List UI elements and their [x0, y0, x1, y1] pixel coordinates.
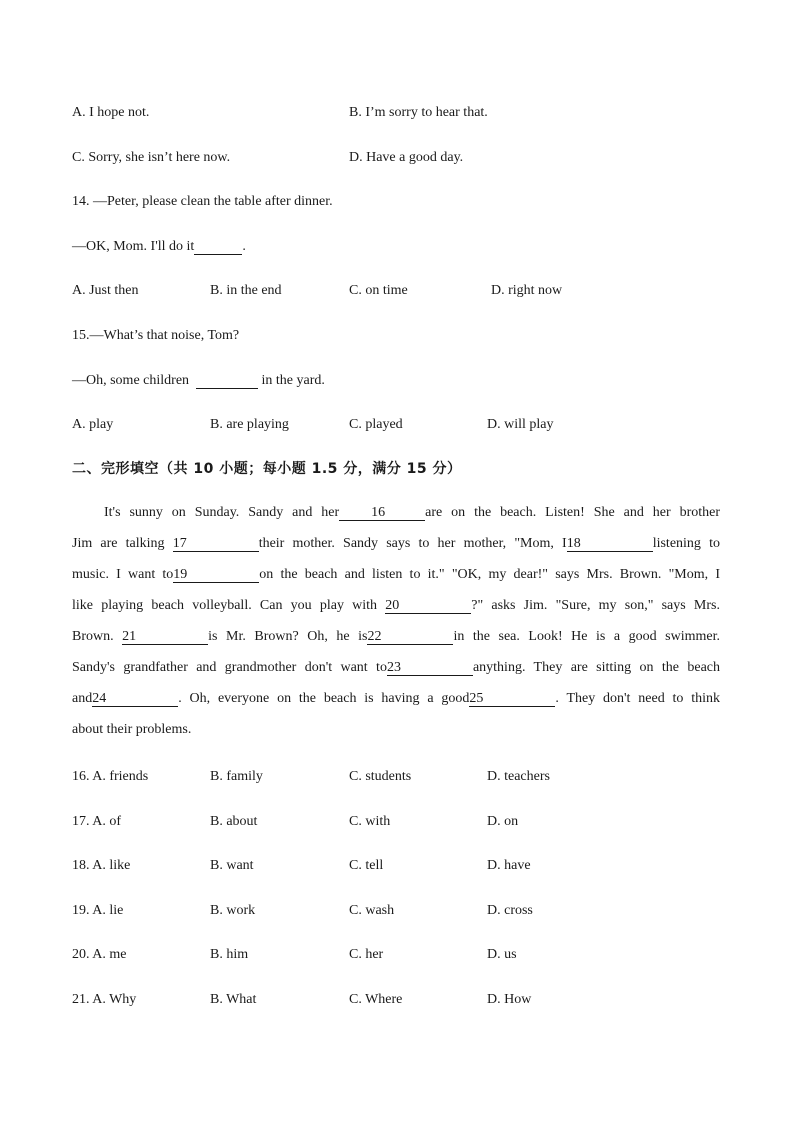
- passage-text: is Mr. Brown? Oh, he is: [208, 629, 368, 644]
- q13-option-d: D. Have a good day.: [349, 150, 464, 165]
- passage-text: about their problems.: [72, 722, 192, 737]
- q13-option-c: C. Sorry, she isn’t here now.: [72, 150, 231, 165]
- passage-line: [72, 683, 720, 714]
- cloze-blank: 22: [367, 629, 453, 645]
- q14-stem: 14. —Peter, please clean the table after dinner.: [72, 194, 333, 209]
- passage-line: [72, 528, 720, 559]
- cloze-q17-option-c: C. with: [349, 813, 391, 829]
- cloze-q19-option-d: D. cross: [487, 902, 533, 918]
- cloze-passage: [72, 497, 720, 745]
- passage-text: like playing beach volleyball. Can you play with: [72, 598, 386, 613]
- passage-text: music. I want to: [72, 567, 174, 582]
- passage-line: [72, 590, 720, 621]
- passage-text: are on the beach. Listen! She and her brother: [425, 505, 720, 520]
- passage-text: It's sunny on Sunday. Sandy and her: [104, 505, 340, 520]
- cloze-q21-option-a: 21. A. Why: [72, 992, 137, 1007]
- cloze-blank: 24: [92, 691, 178, 707]
- cloze-q21-option-d: D. How: [487, 992, 532, 1007]
- passage-line: [72, 497, 720, 528]
- q15-blank: [196, 373, 258, 389]
- passage-text: Brown.: [72, 629, 123, 644]
- passage-text: on the beach and listen to it." "OK, my dear!" says Mrs. Brown. "Mom, I: [259, 567, 720, 582]
- q15-option-a: A. play: [72, 417, 114, 432]
- cloze-q16-option-b: B. family: [210, 769, 263, 784]
- cloze-q17-option-a: 17. A. of: [72, 813, 121, 829]
- cloze-q16-option-d: D. teachers: [487, 769, 550, 784]
- cloze-q18-option-b: B. want: [210, 858, 254, 874]
- passage-text: . Oh, everyone on the beach is having a good: [178, 691, 470, 706]
- q14-reply-end: .: [242, 239, 246, 254]
- cloze-blank: 16: [339, 505, 425, 521]
- q14-option-d: D. right now: [491, 283, 563, 298]
- q15-option-c: C. played: [349, 417, 403, 432]
- cloze-q20-option-c: C. her: [349, 947, 384, 963]
- cloze-q20-option-b: B. him: [210, 947, 249, 963]
- passage-text: Sandy's grandfather and grandmother don't want to: [72, 660, 387, 675]
- cloze-q18-option-c: C. tell: [349, 858, 384, 874]
- cloze-blank: 25: [469, 691, 555, 707]
- q14-blank: [194, 239, 242, 255]
- passage-line: [72, 652, 720, 683]
- q14-reply-text: —OK, Mom. I'll do it: [72, 239, 195, 254]
- cloze-q16-option-c: C. students: [349, 769, 412, 784]
- passage-text: Jim are talking: [72, 536, 173, 551]
- q14-reply: [72, 238, 246, 256]
- cloze-q19-option-b: B. work: [210, 902, 256, 918]
- q13-option-b: B. I’m sorry to hear that.: [349, 105, 488, 120]
- cloze-blank: 19: [173, 567, 259, 583]
- passage-text: their mother. Sandy says to her mother, "Mom, I: [258, 536, 567, 551]
- q14-option-b: B. in the end: [210, 283, 282, 298]
- cloze-q21-option-c: C. Where: [349, 992, 403, 1007]
- cloze-q17-option-d: D. on: [487, 813, 519, 829]
- q15-reply: [72, 372, 325, 390]
- cloze-blank: 20: [385, 598, 471, 614]
- q13-option-a: A. I hope not.: [72, 105, 150, 120]
- q14-option-c: C. on time: [349, 283, 408, 298]
- cloze-q18-option-a: 18. A. like: [72, 858, 131, 874]
- passage-text: . They don't need to think: [555, 691, 720, 706]
- cloze-q20-option-d: D. us: [487, 947, 517, 963]
- passage-line: [72, 559, 720, 590]
- passage-text: and: [72, 691, 93, 706]
- cloze-q19-option-a: 19. A. lie: [72, 902, 124, 918]
- cloze-blank: 18: [567, 536, 653, 552]
- passage-text: anything. They are sitting on the beach: [472, 660, 720, 675]
- cloze-q21-option-b: B. What: [210, 992, 257, 1007]
- cloze-q18-option-d: D. have: [487, 858, 531, 874]
- q15-option-d: D. will play: [487, 417, 554, 432]
- q15-reply-end: in the yard.: [261, 373, 325, 388]
- q15-reply-text: —Oh, some children: [72, 373, 190, 388]
- q15-option-b: B. are playing: [210, 417, 289, 432]
- q15-stem: 15.—What’s that noise, Tom?: [72, 328, 240, 343]
- passage-line: [72, 714, 720, 745]
- passage-text: in the sea. Look! He is a good swimmer.: [453, 629, 720, 644]
- cloze-q20-option-a: 20. A. me: [72, 947, 127, 963]
- q14-option-a: A. Just then: [72, 283, 139, 298]
- passage-line: [72, 621, 720, 652]
- cloze-blank: 21: [122, 629, 208, 645]
- section-heading: 二、完形填空（共 10 小题；每小题 1.5 分，满分 15 分）: [72, 461, 462, 477]
- cloze-blank: 23: [387, 660, 473, 676]
- passage-text: listening to: [652, 536, 720, 551]
- cloze-q19-option-c: C. wash: [349, 902, 395, 918]
- cloze-q16-option-a: 16. A. friends: [72, 769, 149, 784]
- passage-text: ?" asks Jim. "Sure, my son," says Mrs.: [471, 598, 720, 613]
- cloze-blank: 17: [173, 536, 259, 552]
- cloze-q17-option-b: B. about: [210, 813, 258, 829]
